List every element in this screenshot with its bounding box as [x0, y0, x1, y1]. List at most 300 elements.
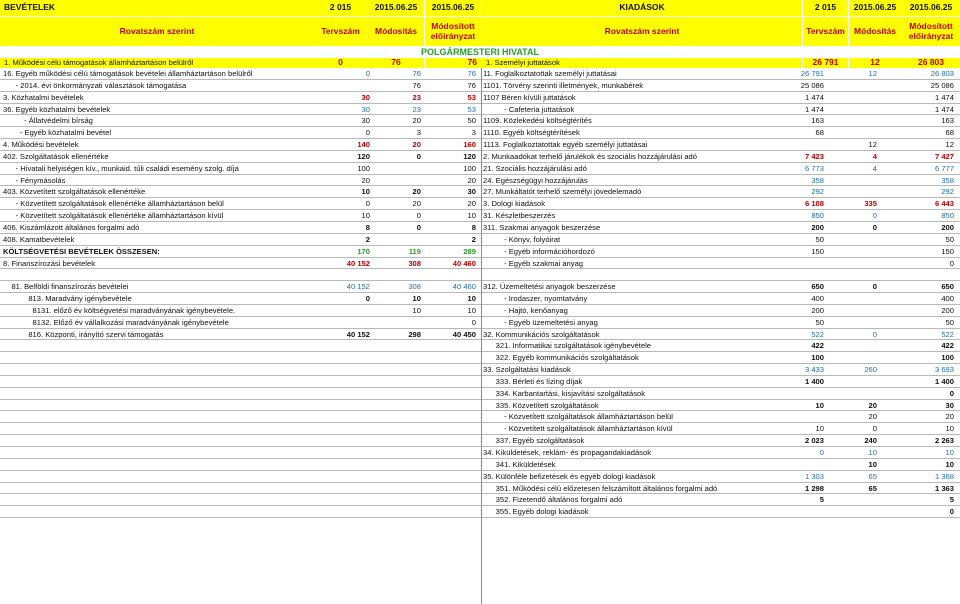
left-label-cell: - Közvetített szolgáltatások ellenértéke államháztartáson kívül	[3, 211, 224, 221]
left-label-cell: - Közvetített szolgáltatások ellenértéke államháztartáson belül	[3, 199, 224, 209]
table-row	[0, 186, 960, 198]
left-modositott-cell	[436, 483, 476, 494]
left-modositas-cell: 0	[416, 222, 421, 232]
left-modositott-cell: 20	[467, 199, 476, 209]
table-row	[0, 411, 960, 423]
table-row	[0, 459, 960, 471]
left-modositott-cell: 40 460	[452, 282, 476, 292]
left-modositas-cell	[381, 506, 421, 517]
right-label-cell: 3. Dologi kiadások	[483, 199, 546, 209]
left-modositott-cell	[436, 400, 476, 411]
left-modositas-cell: 20	[412, 140, 421, 150]
left-modositas-cell: 20	[412, 187, 421, 197]
left-tervszam-cell: 0	[365, 199, 370, 209]
left-label-cell: 403. Közvetített szolgáltatások ellenértéke	[3, 187, 146, 197]
right-modositott-cell: 7 427	[934, 151, 954, 161]
col-modositott-left: Módosított előirányzat	[425, 17, 481, 46]
right-modositott-cell: 0	[949, 507, 954, 517]
left-modositas-cell	[381, 364, 421, 375]
left-label-cell: KÖLTSÉGVETÉSI BEVÉTELEK ÖSSZESEN:	[3, 246, 160, 256]
col-tervszam-left: Tervszám	[314, 17, 367, 46]
left-modositas-cell	[381, 411, 421, 422]
right-tervszam-cell: 3 433	[804, 365, 824, 375]
left-modositott-cell: 40 460	[452, 258, 476, 268]
right-modositott-cell: 25 086	[930, 80, 954, 90]
table-row	[0, 80, 960, 92]
right-modositott-cell: 292	[941, 187, 954, 197]
year-right-3: 2015.06.25	[902, 0, 960, 16]
left-modositott-cell	[436, 269, 476, 280]
left-tervszam-cell: 100	[357, 163, 370, 173]
right-tervszam-cell: 1 474	[804, 92, 824, 102]
right-modositas-cell	[833, 376, 877, 387]
left-tervszam-cell: 0	[365, 128, 370, 138]
right-label-cell: 35. Különféle befizetések és egyéb dologi kiadások	[483, 471, 656, 481]
left-tervszam-cell	[334, 352, 370, 363]
left-label-cell: 3. Közhatalmi bevételek	[3, 92, 84, 102]
right-modositott-cell	[890, 269, 954, 280]
right-label-cell: 1109. Közlekedési költségtérítés	[483, 116, 592, 126]
left-tervszam-cell	[334, 388, 370, 399]
right-modositas-cell	[833, 115, 877, 126]
left-tervszam-cell	[334, 459, 370, 470]
table-row	[0, 340, 960, 352]
left-modositas-cell	[381, 175, 421, 186]
left-modositott-cell: 160	[463, 140, 476, 150]
right-tervszam-cell: 2 023	[804, 436, 824, 446]
table-row	[0, 222, 960, 234]
right-modositott-cell: 1 368	[934, 471, 954, 481]
right-label-cell: 334. Karbantartási, kisjavítási szolgáltatások	[483, 388, 646, 398]
left-label-cell	[3, 483, 333, 494]
left-label-cell: 816. Központi, irányító szervi támogatás	[3, 329, 164, 339]
left-tervszam-cell: 140	[357, 140, 370, 150]
left-tervszam-cell: 20	[361, 175, 370, 185]
right-label-cell: 321. Informatikai szolgáltatások igénybevétele	[483, 341, 652, 351]
right-modositas-cell	[833, 269, 877, 280]
left-label-cell	[3, 400, 333, 411]
table-row	[0, 364, 960, 376]
left-label-cell: - Állatvédelmi bírság	[3, 116, 93, 126]
left-tervszam-cell	[334, 447, 370, 458]
left-modositott-cell	[436, 352, 476, 363]
right-modositott-cell: 6 777	[934, 163, 954, 173]
left-label-cell: 16. Egyéb működési célú támogatások bevételei államháztartáson belülről	[3, 69, 253, 78]
right-modositas-cell: 65	[868, 471, 877, 481]
left-tervszam-cell: 0	[365, 294, 370, 304]
right-modositas-cell: 0	[872, 282, 877, 292]
right-modositas-cell: 65	[868, 483, 877, 493]
left-modositas-cell: 10	[412, 294, 421, 304]
left-modositas-cell	[381, 459, 421, 470]
left-modositott-cell: 30	[467, 187, 476, 197]
table-row	[0, 258, 960, 270]
year-left-2: 2015.06.25	[368, 0, 424, 16]
left-modositas-cell	[381, 471, 421, 482]
year-right-1: 2 015	[803, 0, 848, 16]
right-modositas-cell	[833, 352, 877, 363]
right-label-cell: 352. Fizetendő általános forgalmi adó	[483, 495, 623, 505]
right-tervszam-cell: 292	[811, 187, 824, 197]
right-label-cell: - Közvetített szolgáltatások államháztartáson kívül	[483, 424, 673, 434]
right-tervszam-cell: 5	[819, 495, 824, 505]
left-modositott-cell	[436, 388, 476, 399]
left-modositas-cell	[381, 352, 421, 363]
table-row	[0, 400, 960, 412]
right-modositas-cell: 4	[872, 151, 877, 161]
left-modositas-cell	[381, 317, 421, 328]
left-label-cell	[3, 459, 333, 470]
left-modositott-cell: 76	[467, 80, 476, 90]
left-modositott-cell: 53	[467, 104, 476, 114]
left-modositott-cell	[436, 340, 476, 351]
right-modositott-cell: 1 400	[934, 376, 954, 386]
first-left-v2: 76	[368, 58, 424, 68]
left-label-cell	[3, 269, 333, 280]
left-label-cell: - Egyéb közhatalmi bevétel	[3, 128, 112, 138]
right-modositott-cell: 2 263	[934, 436, 954, 446]
left-tervszam-cell	[334, 411, 370, 422]
left-modositott-cell	[436, 435, 476, 446]
table-row	[0, 423, 960, 435]
left-tervszam-cell: 8	[365, 222, 370, 232]
left-modositott-cell: 76	[467, 69, 476, 78]
table-row	[0, 293, 960, 305]
left-tervszam-cell	[334, 364, 370, 375]
right-tervszam-cell: 26 791	[800, 69, 824, 78]
left-modositott-cell: 10	[467, 294, 476, 304]
right-modositas-cell: 20	[868, 400, 877, 410]
right-tervszam-cell: 422	[811, 341, 824, 351]
left-label-cell: 408. Kamatbevételek	[3, 234, 75, 244]
right-modositott-cell: 200	[941, 222, 954, 232]
table-row	[0, 376, 960, 388]
right-modositott-cell: 100	[941, 353, 954, 363]
left-label-cell	[3, 364, 333, 375]
right-modositas-cell	[833, 246, 877, 257]
left-label-cell: 36. Egyéb közhatalmi bevételek	[3, 104, 111, 114]
right-label-cell: 21. Szociális hozzájárulási adó	[483, 163, 587, 173]
left-label-cell: 406. Kiszámlázott általános forgalmi adó	[3, 222, 140, 232]
right-label-cell: - Egyéb információhordozó	[483, 246, 595, 256]
left-modositas-cell: 76	[412, 80, 421, 90]
right-label-cell: 1113. Foglalkoztatottak egyéb személyi juttatásai	[483, 140, 648, 150]
right-tervszam-cell	[770, 258, 824, 269]
right-modositas-cell: 335	[864, 199, 877, 209]
left-modositott-cell	[436, 447, 476, 458]
left-modositott-cell: 0	[471, 317, 476, 327]
left-label-cell: 813. Maradvány igénybevétele	[3, 294, 132, 304]
right-modositott-cell: 10	[945, 448, 954, 457]
left-modositas-cell	[381, 388, 421, 399]
first-left-label: 1. Működési célú támogatások államháztartáson belülről	[0, 58, 314, 68]
left-modositas-cell: 3	[416, 128, 421, 138]
right-modositott-cell: 522	[941, 329, 954, 339]
table-row	[0, 115, 960, 127]
left-modositas-cell: 308	[408, 258, 421, 268]
right-modositott-cell: 650	[941, 282, 954, 292]
right-tervszam-cell: 200	[811, 222, 824, 232]
left-modositas-cell: 0	[416, 151, 421, 161]
col-rovat-right: Rovatszám szerint	[482, 17, 802, 46]
right-modositott-cell: 0	[949, 258, 954, 268]
right-modositott-cell: 1 474	[934, 92, 954, 102]
left-label-cell	[3, 352, 333, 363]
left-modositott-cell	[436, 423, 476, 434]
right-modositas-cell: 12	[868, 140, 877, 150]
left-modositott-cell: 10	[467, 305, 476, 315]
right-label-cell: 322. Egyéb kommunikációs szolgáltatások	[483, 353, 639, 363]
left-modositott-cell: 2	[471, 234, 476, 244]
right-modositas-cell	[833, 494, 877, 505]
right-tervszam-cell	[770, 388, 824, 399]
first-right-v2: 12	[849, 58, 901, 68]
right-modositas-cell: 0	[872, 222, 877, 232]
right-label-cell: 341. Kiküldetések	[483, 459, 556, 469]
left-tervszam-cell	[334, 269, 370, 280]
first-left-v3: 76	[425, 58, 481, 68]
right-label-cell: 1110. Egyéb költségtérítések	[483, 128, 580, 138]
right-tervszam-cell: 1 400	[804, 376, 824, 386]
left-modositott-cell: 20	[467, 175, 476, 185]
left-label-cell	[3, 506, 333, 517]
col-modositott-right: Módosított előirányzat	[902, 17, 960, 46]
left-modositott-cell: 53	[467, 92, 476, 102]
left-modositott-cell: 289	[463, 246, 476, 256]
right-modositas-cell: 0	[872, 424, 877, 434]
col-modositas-left: Módosítás	[368, 17, 424, 46]
left-label-cell	[3, 388, 333, 399]
left-modositas-cell: 298	[408, 329, 421, 339]
left-tervszam-cell: 0	[365, 69, 370, 78]
right-label-cell: - Cafeteria juttatások	[483, 104, 575, 114]
left-tervszam-cell: 30	[361, 116, 370, 126]
right-modositott-cell: 6 443	[934, 199, 954, 209]
left-tervszam-cell: 10	[361, 187, 370, 197]
right-tervszam-cell	[770, 139, 824, 150]
left-modositott-cell: 8	[471, 222, 476, 232]
left-tervszam-cell	[334, 471, 370, 482]
right-modositott-cell: 10	[945, 424, 954, 434]
right-tervszam-cell: 1 303	[804, 471, 824, 481]
right-tervszam-cell	[770, 411, 824, 422]
left-label-cell	[3, 447, 333, 458]
right-modositott-cell: 20	[945, 412, 954, 422]
table-row	[0, 175, 960, 187]
right-label-cell: 1107 Béren kívüli juttatások	[483, 92, 576, 102]
right-modositott-cell: 422	[941, 341, 954, 351]
right-modositott-cell: 1 363	[934, 483, 954, 493]
right-label-cell: 311. Szakmai anyagok beszerzése	[483, 222, 601, 232]
left-modositas-cell	[381, 269, 421, 280]
left-tervszam-cell: 30	[361, 92, 370, 102]
right-modositott-cell: 3 693	[934, 365, 954, 375]
table-row	[0, 317, 960, 329]
right-label-cell: 27. Munkáltatót terhelő személyi jövedelemadó	[483, 187, 642, 197]
year-left-1: 2 015	[314, 0, 367, 16]
left-modositas-cell	[381, 447, 421, 458]
right-label-cell: - Egyéb üzemeltetési anyag	[483, 317, 598, 327]
right-modositott-cell: 12	[945, 140, 954, 150]
left-label-cell: 402. Szolgáltatások ellenértéke	[3, 151, 109, 161]
left-tervszam-cell: 2	[365, 234, 370, 244]
left-tervszam-cell	[334, 80, 370, 91]
table-row	[0, 447, 960, 459]
right-modositas-cell: 260	[864, 365, 877, 375]
table-row	[0, 281, 960, 293]
left-modositas-cell	[381, 483, 421, 494]
left-modositas-cell: 20	[412, 116, 421, 126]
right-tervszam-cell: 6 108	[804, 199, 824, 209]
income-title: BEVÉTELEK	[0, 0, 314, 16]
right-label-cell: - Hajtó, kenőanyag	[483, 305, 568, 315]
left-tervszam-cell	[334, 317, 370, 328]
right-modositott-cell: 200	[941, 305, 954, 315]
right-tervszam-cell	[770, 506, 824, 517]
table-row	[0, 139, 960, 151]
right-label-cell: - Könyv, folyóirat	[483, 234, 561, 244]
left-label-cell	[3, 376, 333, 387]
right-label-cell	[483, 269, 803, 280]
table-row	[0, 92, 960, 104]
right-modositas-cell	[833, 305, 877, 316]
left-label-cell	[3, 435, 333, 446]
right-tervszam-cell: 68	[815, 128, 824, 138]
left-tervszam-cell: 120	[357, 151, 370, 161]
office-title: POLGÁRMESTERI HIVATAL	[421, 46, 539, 57]
right-modositott-cell: 10	[945, 459, 954, 469]
right-label-cell: 2. Munkaadókat terhelő járulékok és szociális hozzájárulási adó	[483, 151, 698, 161]
budget-table-body	[0, 68, 960, 518]
left-tervszam-cell: 10	[361, 211, 370, 221]
left-modositas-cell: 23	[412, 92, 421, 102]
right-modositas-cell: 10	[868, 448, 877, 457]
left-modositas-cell	[381, 340, 421, 351]
right-modositas-cell	[833, 293, 877, 304]
left-tervszam-cell	[334, 494, 370, 505]
right-modositott-cell: 50	[945, 317, 954, 327]
left-tervszam-cell	[334, 340, 370, 351]
right-modositott-cell: 850	[941, 211, 954, 221]
left-modositott-cell	[436, 459, 476, 470]
right-tervszam-cell: 100	[811, 353, 824, 363]
table-header	[0, 0, 960, 68]
left-modositott-cell: 40 450	[452, 329, 476, 339]
right-modositas-cell	[833, 104, 877, 115]
left-label-cell	[3, 471, 333, 482]
right-label-cell: - Egyéb szakmai anyag	[483, 258, 584, 268]
right-tervszam-cell	[770, 269, 824, 280]
right-modositas-cell: 20	[868, 412, 877, 422]
right-modositas-cell	[833, 175, 877, 186]
right-modositas-cell	[833, 80, 877, 91]
col-tervszam-right: Tervszám	[803, 17, 848, 46]
right-modositas-cell	[833, 317, 877, 328]
table-row	[0, 506, 960, 518]
right-modositott-cell: 1 474	[934, 104, 954, 114]
left-tervszam-cell	[334, 376, 370, 387]
left-tervszam-cell: 40 152	[346, 282, 370, 292]
first-left-v1: 0	[314, 58, 367, 68]
col-modositas-right: Módosítás	[849, 17, 901, 46]
right-label-cell: 312. Üzemeltetési anyagok beszerzése	[483, 282, 616, 292]
left-modositas-cell: 20	[412, 199, 421, 209]
left-label-cell: 8. Finanszírozási bevételek	[3, 258, 96, 268]
table-row	[0, 483, 960, 495]
right-tervszam-cell: 163	[811, 116, 824, 126]
left-modositott-cell	[436, 471, 476, 482]
right-modositas-cell	[833, 340, 877, 351]
left-modositas-cell: 119	[408, 246, 421, 256]
right-tervszam-cell: 6 773	[804, 163, 824, 173]
right-modositott-cell: 0	[949, 388, 954, 398]
left-modositas-cell: 23	[412, 104, 421, 114]
right-tervszam-cell: 1 298	[804, 483, 824, 493]
right-modositott-cell: 163	[941, 116, 954, 126]
left-modositas-cell	[381, 423, 421, 434]
right-tervszam-cell: 25 086	[800, 80, 824, 90]
table-row	[0, 435, 960, 447]
left-tervszam-cell: 30	[361, 104, 370, 114]
right-modositott-cell: 358	[941, 175, 954, 185]
right-modositott-cell: 150	[941, 246, 954, 256]
left-modositott-cell: 120	[463, 151, 476, 161]
table-row	[0, 269, 960, 281]
right-tervszam-cell: 522	[811, 329, 824, 339]
right-modositas-cell	[833, 234, 877, 245]
right-modositas-cell	[833, 127, 877, 138]
first-right-v1: 26 791	[803, 58, 848, 68]
left-tervszam-cell	[334, 305, 370, 316]
left-modositott-cell: 3	[471, 128, 476, 138]
right-label-cell: - Irodaszer, nyomtatvány	[483, 294, 588, 304]
table-row	[0, 352, 960, 364]
right-tervszam-cell: 850	[811, 211, 824, 221]
left-tervszam-cell	[334, 506, 370, 517]
first-right-v3: 26 803	[902, 58, 960, 68]
left-modositas-cell	[381, 494, 421, 505]
left-label-cell: 4. Működési bevételek	[3, 140, 79, 150]
table-row	[0, 471, 960, 483]
table-row	[0, 305, 960, 317]
right-modositott-cell: 26 803	[930, 69, 954, 78]
table-row	[0, 151, 960, 163]
right-modositas-cell: 12	[868, 69, 877, 78]
left-modositas-cell: 308	[408, 282, 421, 292]
left-modositott-cell	[436, 364, 476, 375]
left-tervszam-cell	[334, 435, 370, 446]
left-tervszam-cell	[334, 400, 370, 411]
left-label-cell: - Hivatali helyiségen kív., munkaid. túli családi esemény szolg. díja	[3, 163, 239, 173]
table-row	[0, 127, 960, 139]
right-modositas-cell: 10	[868, 459, 877, 469]
right-modositott-cell: 50	[945, 234, 954, 244]
right-modositott-cell: 68	[945, 128, 954, 138]
left-modositott-cell	[436, 376, 476, 387]
right-tervszam-cell: 10	[815, 400, 824, 410]
left-tervszam-cell	[334, 483, 370, 494]
first-right-label: 1. Személyi juttatások	[482, 58, 802, 68]
right-modositas-cell: 4	[872, 163, 877, 173]
right-label-cell: - Közvetített szolgáltatások államháztartáson belül	[483, 412, 673, 422]
right-label-cell: 335. Közvetített szolgáltatások	[483, 400, 599, 410]
left-modositott-cell	[436, 506, 476, 517]
left-modositas-cell	[381, 234, 421, 245]
left-modositas-cell: 76	[412, 69, 421, 78]
left-tervszam-cell: 170	[357, 246, 370, 256]
year-right-2: 2015.06.25	[849, 0, 901, 16]
year-left-3: 2015.06.25	[425, 0, 481, 16]
